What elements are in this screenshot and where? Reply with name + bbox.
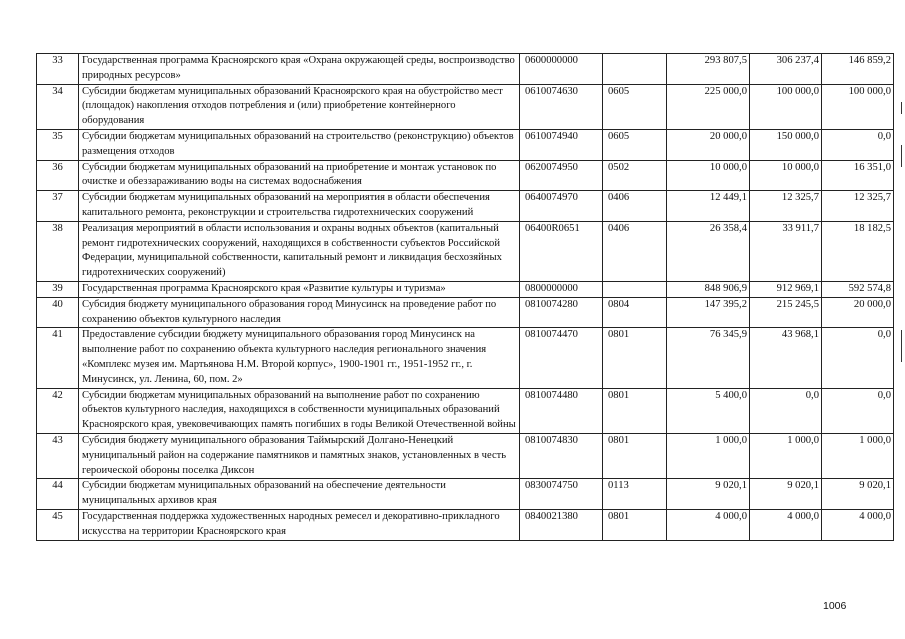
row-section: 0801 xyxy=(603,509,667,540)
row-value-2: 12 325,7 xyxy=(750,191,822,222)
row-code: 0620074950 xyxy=(520,160,603,191)
row-value-3: 0,0 xyxy=(822,388,894,433)
row-value-2: 150 000,0 xyxy=(750,129,822,160)
row-number: 33 xyxy=(37,54,79,85)
row-value-3: 4 000,0 xyxy=(822,509,894,540)
row-number: 40 xyxy=(37,297,79,328)
table-row xyxy=(37,191,894,222)
row-value-1: 9 020,1 xyxy=(667,479,750,510)
row-value-2: 100 000,0 xyxy=(750,84,822,129)
row-value-1: 4 000,0 xyxy=(667,509,750,540)
row-name: Субсидии бюджетам муниципальных образований на приобретение и монтаж установок по очистке и обеззараживанию воды на системах водоснабжения xyxy=(79,160,520,191)
row-code: 0600000000 xyxy=(520,54,603,85)
table-row xyxy=(37,84,894,129)
page-number: 1006 xyxy=(823,600,847,612)
row-value-1: 225 000,0 xyxy=(667,84,750,129)
table-body xyxy=(37,54,894,541)
row-number: 34 xyxy=(37,84,79,129)
margin-mark xyxy=(901,102,902,114)
row-value-2: 1 000,0 xyxy=(750,433,822,478)
row-name: Субсидия бюджету муниципального образования город Минусинск на проведение работ по сохранению объектов культурного наследия xyxy=(79,297,520,328)
row-number: 42 xyxy=(37,388,79,433)
row-name: Субсидии бюджетам муниципальных образований на строительство (реконструкцию) объектов размещения отходов xyxy=(79,129,520,160)
row-name: Государственная программа Красноярского края «Охрана окружающей среды, воспроизводство природных ресурсов» xyxy=(79,54,520,85)
row-value-1: 76 345,9 xyxy=(667,328,750,388)
row-section: 0801 xyxy=(603,388,667,433)
table-row xyxy=(37,160,894,191)
row-number: 36 xyxy=(37,160,79,191)
row-code: 0610074940 xyxy=(520,129,603,160)
table-row xyxy=(37,281,894,297)
row-name: Государственная программа Красноярского края «Развитие культуры и туризма» xyxy=(79,281,520,297)
row-value-3: 146 859,2 xyxy=(822,54,894,85)
row-code: 0610074630 xyxy=(520,84,603,129)
row-value-3: 20 000,0 xyxy=(822,297,894,328)
table-row xyxy=(37,297,894,328)
row-number: 45 xyxy=(37,509,79,540)
row-section: 0804 xyxy=(603,297,667,328)
row-section: 0605 xyxy=(603,129,667,160)
row-value-2: 33 911,7 xyxy=(750,221,822,281)
row-value-3: 16 351,0 xyxy=(822,160,894,191)
table-row xyxy=(37,54,894,85)
table-row xyxy=(37,221,894,281)
row-code: 06400R0651 xyxy=(520,221,603,281)
row-value-2: 215 245,5 xyxy=(750,297,822,328)
row-value-3: 18 182,5 xyxy=(822,221,894,281)
row-value-1: 10 000,0 xyxy=(667,160,750,191)
row-code: 0810074280 xyxy=(520,297,603,328)
row-name: Предоставление субсидии бюджету муниципального образования город Минусинск на выполнение работ по сохранению объекта культурного наследия регионального значения «Комплекс музея им. Мартьянова Н.М. Второй корпус», 1900-1901 гг., 1951-1952 гг., г. Минусинск, ул. Ленина, 60, пом. 2» xyxy=(79,328,520,388)
row-value-2: 912 969,1 xyxy=(750,281,822,297)
row-value-3: 0,0 xyxy=(822,328,894,388)
row-number: 37 xyxy=(37,191,79,222)
row-code: 0830074750 xyxy=(520,479,603,510)
margin-mark xyxy=(901,330,902,362)
row-number: 39 xyxy=(37,281,79,297)
row-code: 0840021380 xyxy=(520,509,603,540)
table-row xyxy=(37,129,894,160)
row-value-1: 147 395,2 xyxy=(667,297,750,328)
row-code: 0810074480 xyxy=(520,388,603,433)
table-row xyxy=(37,388,894,433)
row-value-3: 12 325,7 xyxy=(822,191,894,222)
row-value-2: 9 020,1 xyxy=(750,479,822,510)
table-row xyxy=(37,509,894,540)
budget-table xyxy=(36,53,894,541)
row-value-1: 5 400,0 xyxy=(667,388,750,433)
row-value-2: 10 000,0 xyxy=(750,160,822,191)
row-value-3: 9 020,1 xyxy=(822,479,894,510)
row-name: Субсидия бюджету муниципального образования Таймырский Долгано-Ненецкий муниципальный район на содержание памятников и памятных знаков, установленных в честь героической обороны поселка Диксон xyxy=(79,433,520,478)
row-value-3: 0,0 xyxy=(822,129,894,160)
row-section: 0502 xyxy=(603,160,667,191)
row-value-1: 12 449,1 xyxy=(667,191,750,222)
row-number: 35 xyxy=(37,129,79,160)
row-value-2: 0,0 xyxy=(750,388,822,433)
row-name: Государственная поддержка художественных народных ремесел и декоративно-прикладного искусства на территории Красноярского края xyxy=(79,509,520,540)
row-section: 0801 xyxy=(603,433,667,478)
row-name: Субсидии бюджетам муниципальных образований на выполнение работ по сохранению объектов культурного наследия, находящихся в собственности муниципальных образований Красноярского края, увековечивающих память погибших в годы Великой Отечественной войны xyxy=(79,388,520,433)
row-name: Субсидии бюджетам муниципальных образований на обеспечение деятельности муниципальных архивов края xyxy=(79,479,520,510)
row-value-1: 293 807,5 xyxy=(667,54,750,85)
row-value-3: 1 000,0 xyxy=(822,433,894,478)
row-value-1: 20 000,0 xyxy=(667,129,750,160)
row-section: 0406 xyxy=(603,221,667,281)
row-value-2: 4 000,0 xyxy=(750,509,822,540)
row-number: 38 xyxy=(37,221,79,281)
row-number: 43 xyxy=(37,433,79,478)
row-number: 41 xyxy=(37,328,79,388)
row-code: 0810074470 xyxy=(520,328,603,388)
row-value-1: 26 358,4 xyxy=(667,221,750,281)
margin-mark xyxy=(901,145,902,167)
table-row xyxy=(37,328,894,388)
table-row xyxy=(37,479,894,510)
row-code: 0640074970 xyxy=(520,191,603,222)
row-section: 0801 xyxy=(603,328,667,388)
row-value-1: 1 000,0 xyxy=(667,433,750,478)
row-value-1: 848 906,9 xyxy=(667,281,750,297)
row-section: 0406 xyxy=(603,191,667,222)
row-value-2: 306 237,4 xyxy=(750,54,822,85)
row-value-3: 100 000,0 xyxy=(822,84,894,129)
row-section: 0605 xyxy=(603,84,667,129)
row-value-3: 592 574,8 xyxy=(822,281,894,297)
row-code: 0800000000 xyxy=(520,281,603,297)
row-name: Субсидии бюджетам муниципальных образований Красноярского края на обустройство мест (площадок) накопления отходов потребления и (или) приобретение контейнерного оборудования xyxy=(79,84,520,129)
row-name: Субсидии бюджетам муниципальных образований на мероприятия в области обеспечения капитального ремонта, реконструкции и строительства гидротехнических сооружений xyxy=(79,191,520,222)
row-code: 0810074830 xyxy=(520,433,603,478)
row-number: 44 xyxy=(37,479,79,510)
row-name: Реализация мероприятий в области использования и охраны водных объектов (капитальный ремонт гидротехнических сооружений, находящихся в собственности субъектов Российской Федерации, муниципальной собственности, капитальный ремонт и ликвидация бесхозяйных гидротехнических сооружений) xyxy=(79,221,520,281)
row-section xyxy=(603,281,667,297)
row-section: 0113 xyxy=(603,479,667,510)
table-row xyxy=(37,433,894,478)
row-section xyxy=(603,54,667,85)
row-value-2: 43 968,1 xyxy=(750,328,822,388)
